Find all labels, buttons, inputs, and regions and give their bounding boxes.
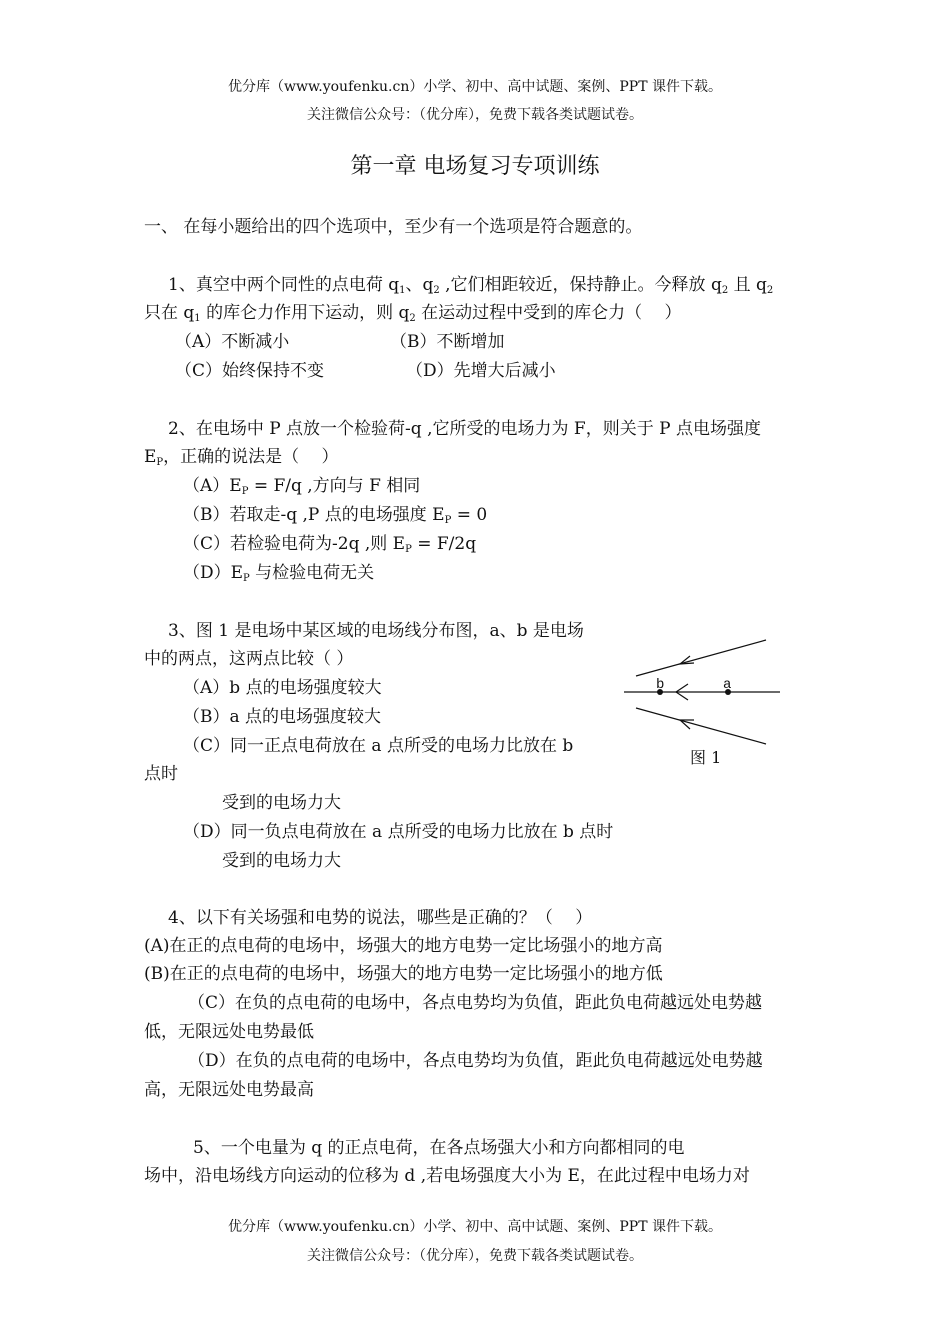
q4-line-1: 4、以下有关场强和电势的说法，哪些是正确的？（ ） [168,908,593,928]
footer-line-1: 优分库（www.youfenku.cn）小学、初中、高中试题、案例、PPT 课件下载。 [227,1219,722,1235]
q2-option-a: $(A)E_P = F/q$ ,方向与 F 相同 [183,476,421,497]
q3-line-2: 中的两点，这两点比较（ ） [144,649,354,669]
q2-option-d: $(D)E_P$ 与检验电荷无关 [183,563,375,584]
header-line-1: 优分库（www.youfenku.cn）小学、初中、高中试题、案例、PPT 课件下载。 [227,79,722,95]
q1-option-d: （D）先增大后减小 [406,361,556,381]
q3-option-a: （A）b 点的电场强度较大 [183,678,382,698]
q5-line-1: 5、一个电量为 q 的正点电荷，在各点场强大小和方向都相同的电 [193,1138,685,1158]
q3-option-c-line-1: （C）同一正点电荷放在 a 点所受的电场力比放在 b [183,736,574,756]
q4-option-c-line-1: （C）在负的点电荷的电场中，各点电势均为负值，距此负电荷越远处电势越 [188,993,763,1013]
q1-line-1: 1、真空中两个同性的点电荷 $q_1$、$q_2$ ,它们相距较近，保持静止。今释放 $q_2$ 且 $q_2$ [168,275,774,296]
q4-option-a: (A)在正的点电荷的电场中，场强大的地方电势一定比场强小的地方高 [144,936,663,956]
field-line-bottom-arrow [680,720,694,729]
q2-line-1: 2、在电场中 P 点放一个检验荷-q ,它所受的电场力为 F，则关于 P 点电场强度 [168,419,761,439]
page-title: 第一章 电场复习专项训练 [350,154,600,179]
field-line-bottom [636,708,766,744]
q2-line-2: $E_P$，正确的说法是（ ） [144,447,339,468]
q2-option-c: （C）若检验电荷为-2q ,则 $E_P = F/2q$ [183,534,477,555]
header-line-2: 关注微信公众号：（优分库），免费下载各类试题试卷。 [307,107,643,123]
q4-option-d-line-1: （D）在负的点电荷的电场中，各点电势均为负值，距此负电荷越远处电势越 [188,1051,763,1071]
section-instruction: 一、 在每小题给出的四个选项中，至少有一个选项是符合题意的。 [144,217,643,237]
q1-option-c: （C）始终保持不变 [175,361,325,381]
q3-line-1: 3、图 1 是电场中某区域的电场线分布图，a、b 是电场 [168,621,584,641]
q4-option-b: (B)在正的点电荷的电场中，场强大的地方电势一定比场强小的地方低 [144,964,663,984]
q3-option-c-line-3: 受到的电场力大 [222,793,341,813]
q4-option-c-line-2: 低，无限远处电势最低 [144,1022,314,1042]
q1-line-2: 只在 $q_1$ 的库仑力作用下运动，则 $q_2$ 在运动过程中受到的库仑力（ ） [144,303,682,324]
label-a: a [723,677,732,693]
q5-line-2: 场中，沿电场线方向运动的位移为 d ,若电场强度大小为 E，在此过程中电场力对 [144,1166,750,1186]
electric-field-diagram [618,632,788,777]
field-line-top [636,640,766,676]
footer-line-2: 关注微信公众号：（优分库），免费下载各类试题试卷。 [307,1248,643,1264]
q3-option-c-line-2: 点时 [144,764,178,784]
q1-option-b: （B）不断增加 [390,332,505,352]
q3-option-d-line-2: 受到的电场力大 [222,851,341,871]
q3-option-b: （B）a 点的电场强度较大 [183,707,382,727]
q2-option-b: （B）若取走-q ,P 点的电场强度 $E_P = 0$ [183,505,488,526]
q3-option-d-line-1: （D）同一负点电荷放在 a 点所受的电场力比放在 b 点时 [183,822,614,842]
label-b: b [656,677,665,693]
q1-option-a: （A）不断减小 [175,332,290,352]
q4-option-d-line-2: 高，无限远处电势最高 [144,1080,314,1100]
figure-caption: 图 1 [690,748,722,767]
